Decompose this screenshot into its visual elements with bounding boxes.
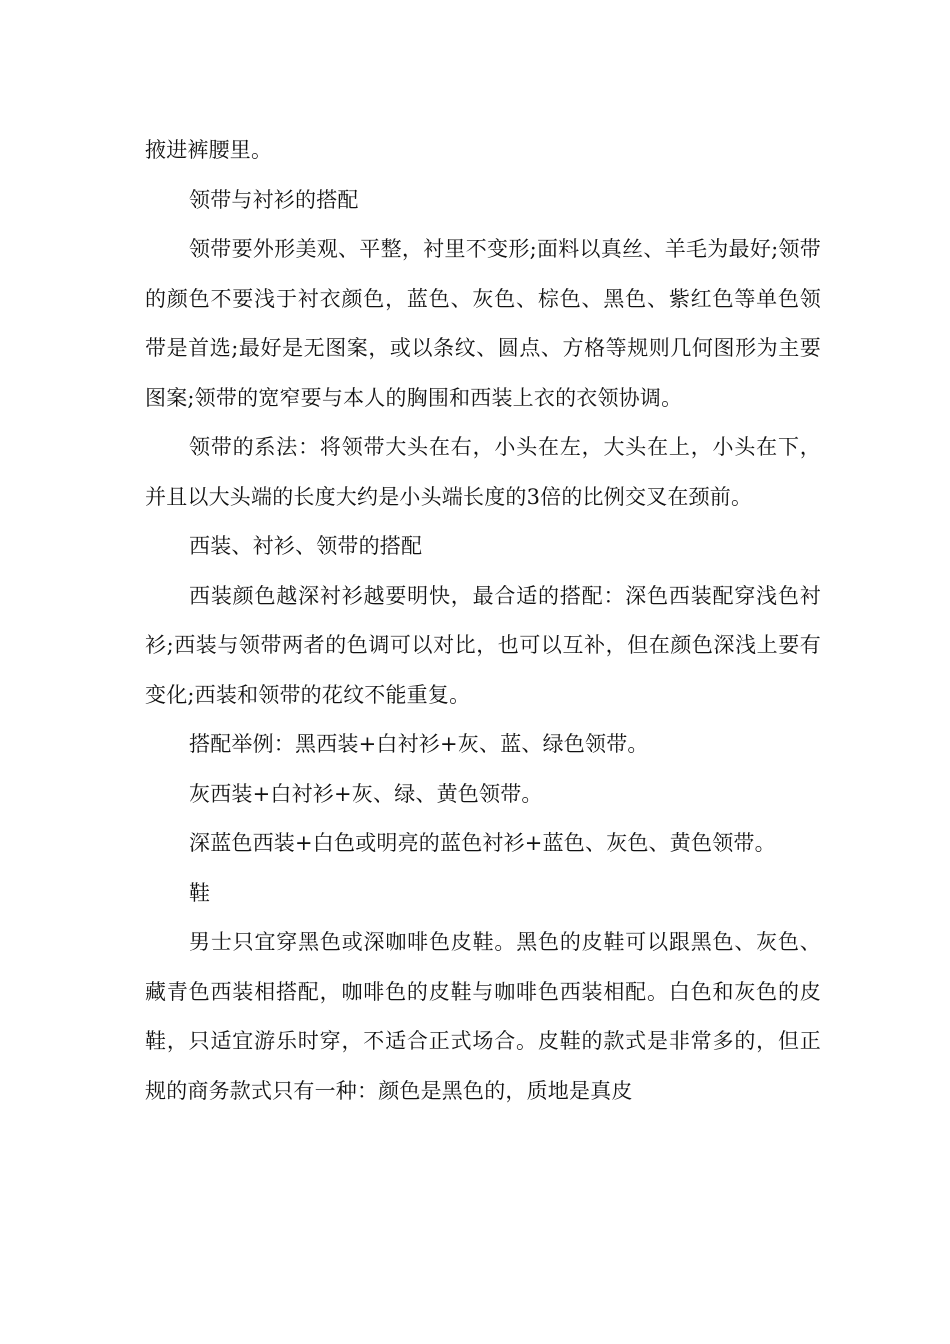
paragraph-shoes: 男士只宜穿黑色或深咖啡色皮鞋。黑色的皮鞋可以跟黑色、灰色、藏青色西装相搭配，咖啡色的皮鞋与咖啡色西装相配。白色和灰色的皮鞋，只适宜游乐时穿，不适合正式场合。皮鞋的款式是非常多的，但正规的商务款式只有一种：颜色是黑色的，质地是真皮 [145,930,821,1103]
section-heading-shoes: 鞋 [189,880,211,905]
section-heading-tie-shirt: 领带与衬衫的搭配 [189,187,359,212]
paragraph-tie-knotting: 领带的系法：将领带大头在右，小头在左，大头在上，小头在下，并且以大头端的长度大约是小头端长度的3倍的比例交叉在颈前。 [145,435,821,509]
paragraph-example-navy-suit: 深蓝色西装+白色或明亮的蓝色衬衫+蓝色、灰色、黄色领带。 [189,831,776,855]
section-heading-suit-shirt-tie: 西装、衬衫、领带的搭配 [189,534,423,558]
paragraph-example-grey-suit: 灰西装+白衬衫+灰、绿、黄色领带。 [189,781,543,806]
paragraph-continuation: 掖进裤腰里。 [145,138,273,162]
paragraph-tie-requirements: 领带要外形美观、平整，衬里不变形;面料以真丝、羊毛为最好;领带的颜色不要浅于衬衣颜色，蓝色、灰色、棕色、黑色、紫红色等单色领带是首选;最好是无图案，或以条纹、圆点、方格等规则几何图形为主要图案;领带的宽窄要与本人的胸围和西装上衣的衣领协调。 [145,237,821,410]
paragraph-example-black-suit: 搭配举例：黑西装+白衬衫+灰、蓝、绿色领带。 [189,732,649,756]
document-body [145,126,821,1116]
paragraph-suit-color-matching: 西装颜色越深衬衫越要明快，最合适的搭配：深色西装配穿浅色衬衫;西装与领带两者的色调可以对比，也可以互补，但在颜色深浅上要有变化;西装和领带的花纹不能重复。 [145,583,821,707]
